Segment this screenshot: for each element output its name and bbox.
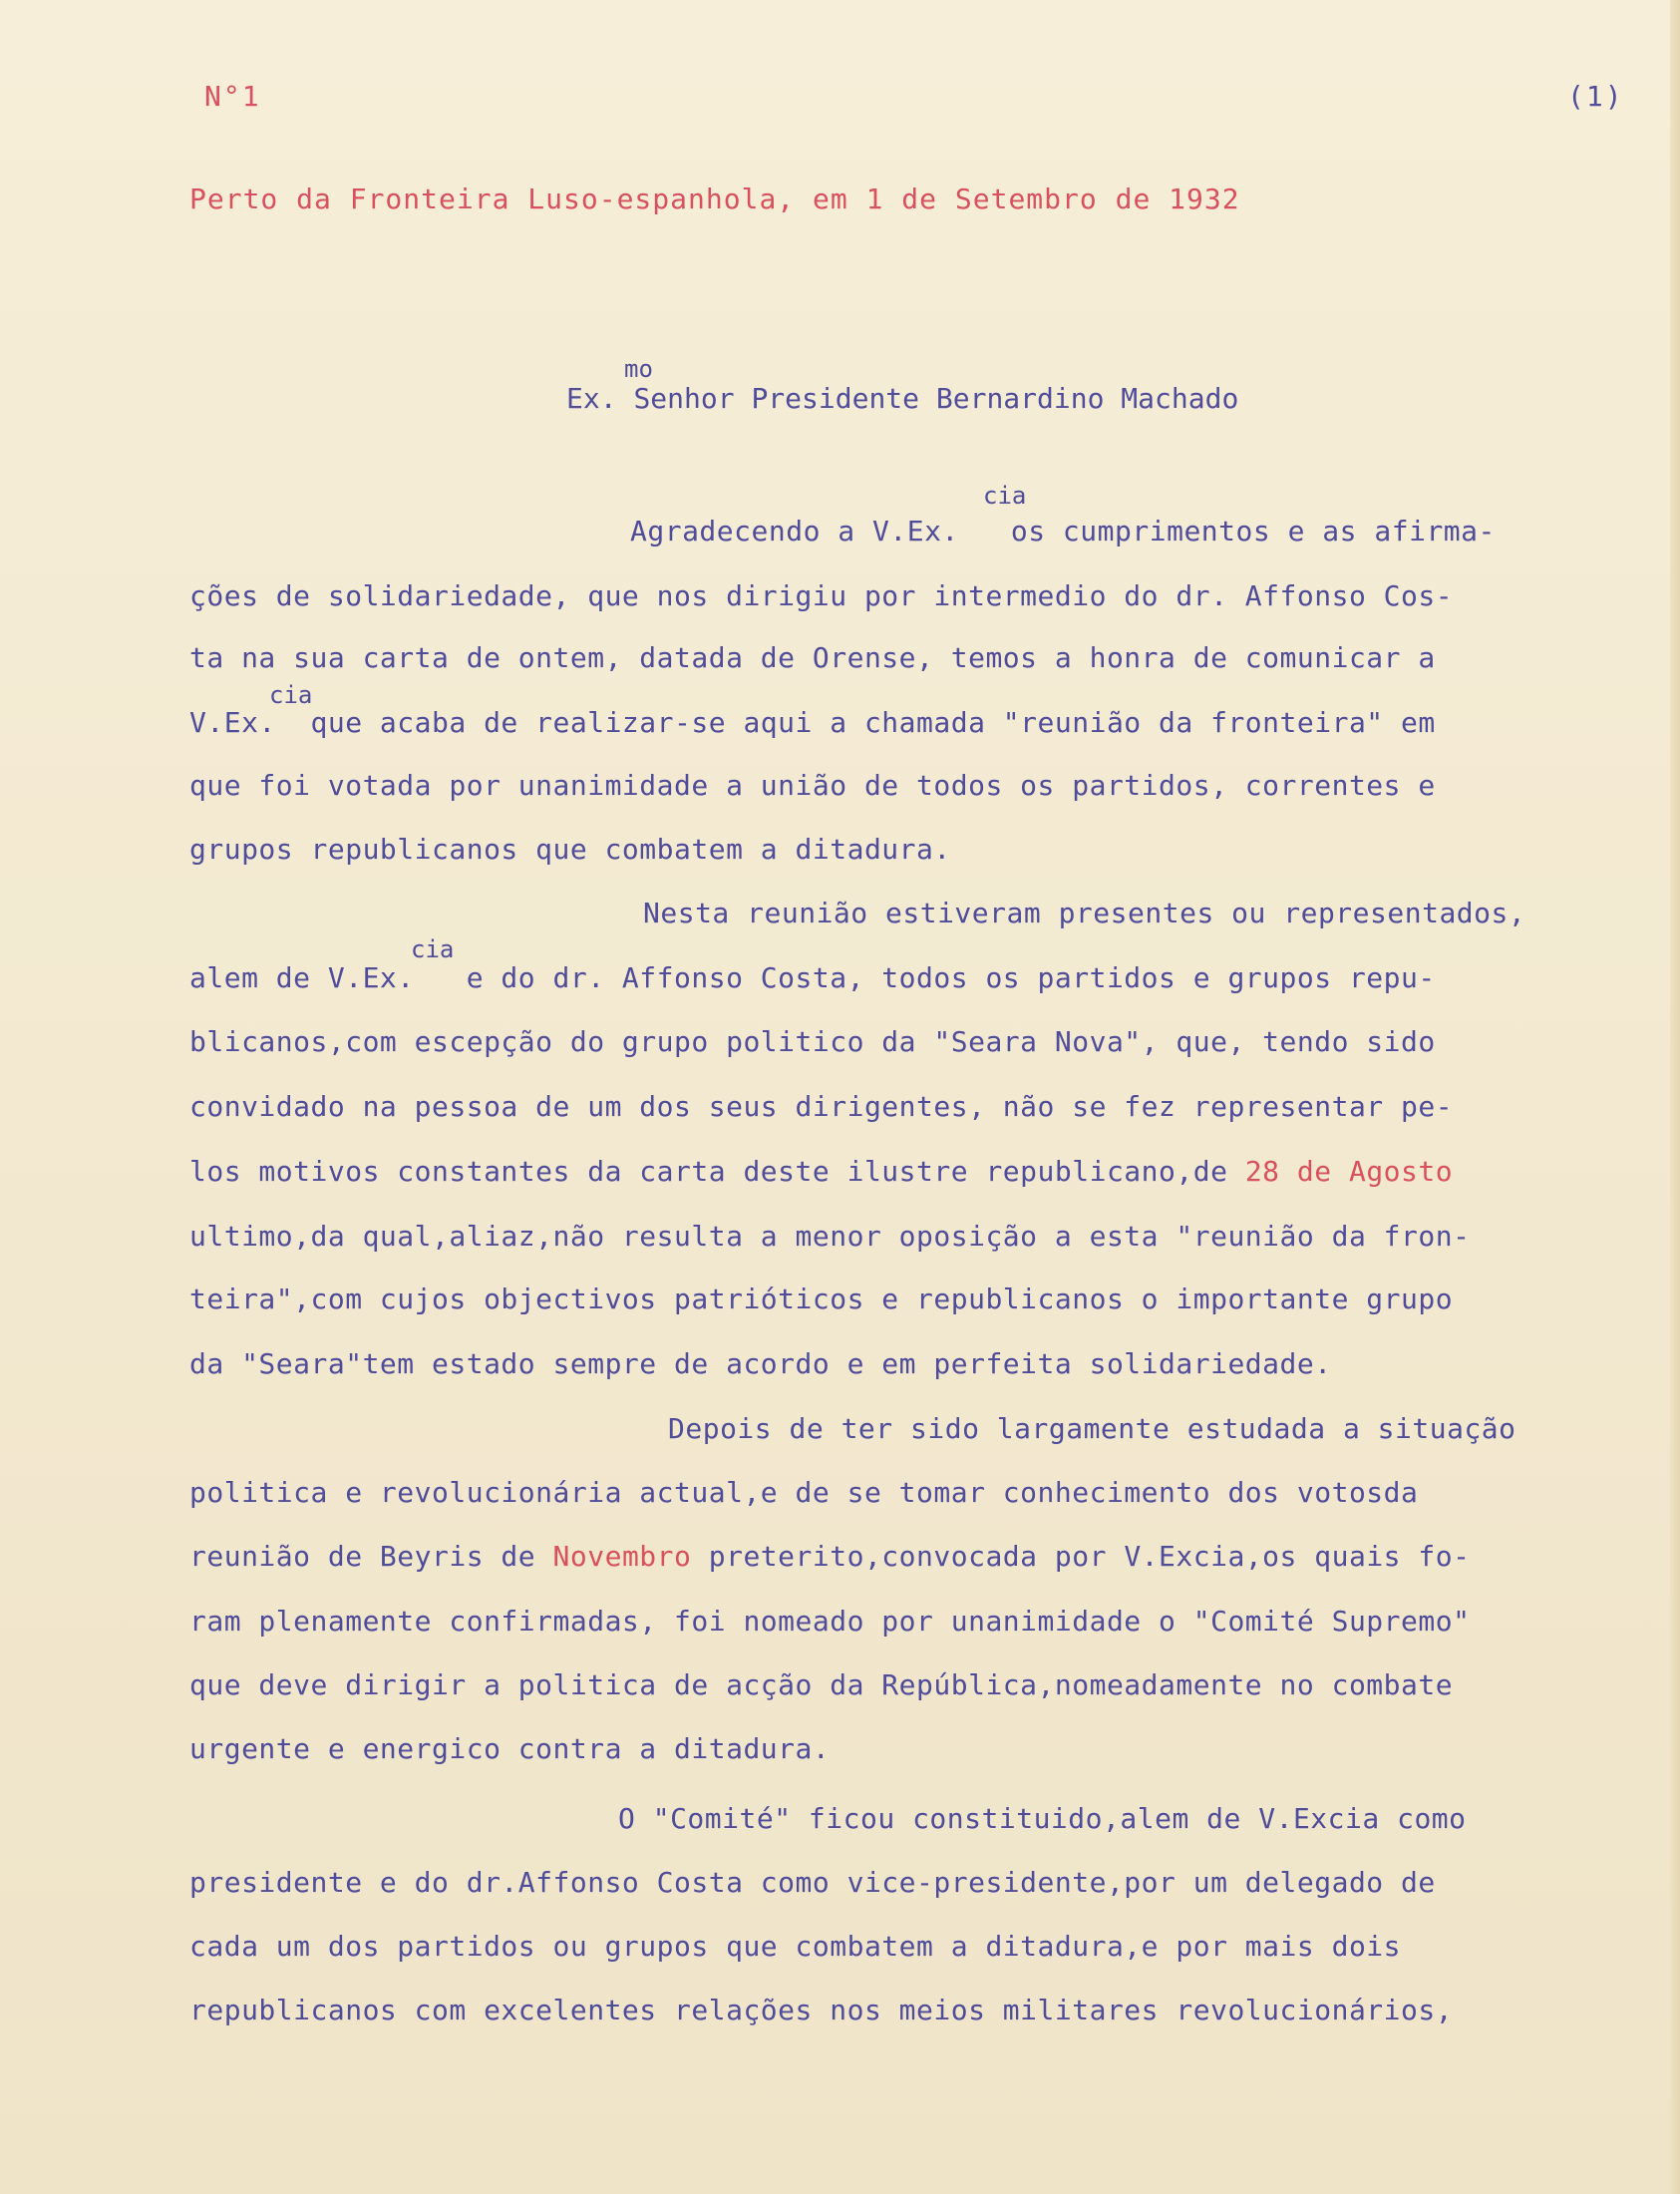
p1-line-1: Agradecendo a V.Ex. os cumprimentos e as afirma- — [630, 515, 1496, 548]
p2-line-4: convidado na pessoa de um dos seus dirigentes, não se fez representar pe- — [189, 1090, 1454, 1123]
p4-line-2: presidente e do dr.Affonso Costa como vice-presidente,por um delegado de — [189, 1866, 1436, 1899]
p3-line-5: que deve dirigir a politica de acção da República,nomeadamente no combate — [189, 1668, 1454, 1701]
p2-line-5 — [189, 1154, 1453, 1190]
p3-line-6: urgente e energico contra a ditadura. — [189, 1732, 831, 1765]
p1-line-4: V.Ex. que acaba de realizar-se aqui a chamada "reunião da fronteira" em — [189, 706, 1436, 739]
p2-line-5-text: los motivos constantes da carta deste ilustre republicano,de — [189, 1155, 1228, 1188]
p3-line-4: ram plenamente confirmadas, foi nomeado por unanimidade o "Comité Supremo" — [189, 1605, 1471, 1638]
p4-line-1: O "Comité" ficou constituido,alem de V.Excia como — [618, 1802, 1467, 1835]
p1-superscript-cia: cia — [983, 482, 1027, 510]
place-text: Perto da Fronteira Luso-espanhola, em 1 de — [189, 183, 938, 215]
p3-line-1: Depois de ter sido largamente estudada a situação — [668, 1412, 1516, 1445]
p2-line-3: blicanos,com escepção do grupo politico da "Seara Nova", que, tendo sido — [189, 1025, 1436, 1058]
p1-line-2: ções de solidariedade, que nos dirigiu por intermedio do dr. Affonso Cos- — [189, 579, 1454, 612]
salutation-ex: Ex. — [566, 382, 617, 415]
salutation-rest: Senhor Presidente Bernardino Machado — [633, 382, 1239, 415]
p3-line-3-rest: preterito,convocada por V.Excia,os quais fo- — [708, 1540, 1471, 1573]
p2-line-2: alem de V.Ex. e do dr. Affonso Costa, todos os partidos e grupos repu- — [189, 961, 1436, 994]
paper-edge — [1670, 0, 1680, 2194]
p4-line-4: republicanos com excelentes relações nos meios militares revolucionários, — [189, 1994, 1454, 2026]
month-year-text: Setembro de 1932 — [954, 183, 1240, 215]
p3-month-red: Novembro — [552, 1540, 692, 1573]
p3-line-3 — [189, 1539, 1470, 1575]
place-date-line — [189, 183, 1240, 215]
p2-line-1: Nesta reunião estiveram presentes ou representados, — [643, 897, 1526, 929]
p1-line-3: ta na sua carta de ontem, datada de Orense, temos a honra de comunicar a — [189, 641, 1436, 674]
p3-line-3-text: reunião de Beyris de — [189, 1540, 536, 1573]
letter-number: N°1 — [204, 80, 261, 113]
p2-date-red: 28 de Agosto — [1244, 1155, 1454, 1188]
p3-line-2: politica e revolucionária actual,e de se tomar conhecimento dos votosda — [189, 1476, 1419, 1509]
p1-line-6: grupos republicanos que combatem a ditadura. — [189, 833, 951, 866]
page-number: (1) — [1567, 80, 1624, 113]
p2-line-8: da "Seara"tem estado sempre de acordo e em perfeita solidariedade. — [189, 1347, 1332, 1380]
p1-line-5: que foi votada por unanimidade a união de todos os partidos, correntes e — [189, 769, 1436, 802]
p2-line-7: teira",com cujos objectivos patrióticos e republicanos o importante grupo — [189, 1282, 1454, 1315]
p2-superscript-cia: cia — [411, 935, 455, 963]
p2-line-6: ultimo,da qual,aliaz,não resulta a menor oposição a esta "reunião da fron- — [189, 1220, 1471, 1253]
salutation-line — [566, 382, 1238, 415]
salutation-superscript: mo — [624, 355, 653, 383]
p1-superscript-cia-2: cia — [269, 681, 313, 709]
p4-line-3: cada um dos partidos ou grupos que combatem a ditadura,e por mais dois — [189, 1930, 1402, 1963]
